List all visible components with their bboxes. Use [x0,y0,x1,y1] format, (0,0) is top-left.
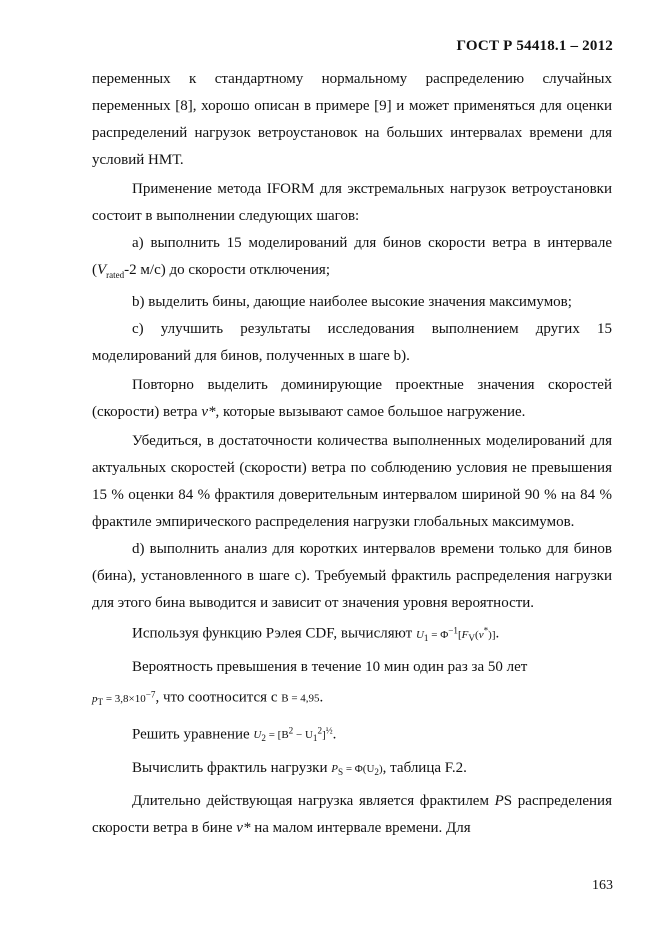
exceedance-mid: , что соотносится с [155,689,282,706]
page-number: 163 [592,878,613,893]
paragraph-solve: Решить уравнение $U_2 = [B^2 - U_1^2]^{\frac{1}{2}}$. [132,725,337,744]
step-a-suffix: -2 м/с) до скорости отключения; [124,262,330,278]
v-rated-symbol: V [97,262,107,278]
fractile-suffix: , таблица F.2. [382,759,467,776]
b-formula: B = 4,95 [281,692,320,705]
document-header: ГОСТ Р 54418.1 – 2012 [456,38,613,54]
v-rated-subscript: rated [106,270,125,280]
paragraph-step-d: d) выполнить анализ для коротких интервалов времени только для бинов (бина), установленного в шаге c). Требуемый фрактиль распределения нагрузки для этого бина выводится и зависит от значения уровня вероятности. [92,541,612,611]
solve-prefix: Решить уравнение [132,726,254,743]
paragraph-exceedance: Вероятность превышения в течение 10 мин один раз за 50 лет $p_T = 3,8\times 10^{-7}$, что соотносится с B = 4,95. [92,658,528,707]
rayleigh-suffix: . [495,625,500,642]
fractile-prefix: Вычислить фрактиль нагрузки [132,759,332,776]
exceedance-formula: $p_T = 3,8\times 10^{-7}$ [92,688,156,707]
paragraph-fractile [92,755,612,786]
solve-formula: $U_2 = [B^2 - U_1^2]^{\frac{1}{2}}$ [253,725,333,744]
paragraph-rayleigh [92,617,612,652]
repeat-var: v* [201,404,216,420]
paragraph-repeat [92,372,612,426]
paragraph-iform: Применение метода IFORM для экстремальных нагрузок ветроустановки состоит в выполнении следующих шагов: [92,181,612,224]
paragraph-step-a [92,230,612,289]
step-a-prefix: а) выполнить 15 моделирований для бинов скорости ветра в интервале ( [92,235,612,278]
repeat-suffix: , которые вызывают самое большое нагружение. [215,404,526,420]
document-body [92,66,612,842]
paragraph-intro: переменных к стандартному нормальному распределению случайных переменных [8], хорошо описан в примере [9] и может применяться для оценки распределений нагрузок ветроустановок на больших интервалах времени для условий НМТ. [92,71,612,168]
paragraph-step-c: c) улучшить результаты исследования выполнением других 15 моделирований для бинов, полученных в шаге b). [92,321,612,364]
paragraph-longterm: Длительно действующая нагрузка является фрактилем PS распределения скорости ветра в бине v* на малом интервале времени. Для [92,792,612,836]
longterm-prefix: Длительно действующая нагрузка является фрактилем [132,792,495,809]
paragraph-verify: Убедиться, в достаточности количества выполненных моделирований для актуальных скоростей (скорости) ветра по соблюдению условия не превышения 15 % оценки 84 % фрактиля доверительным интервалом шириной 90 % на 84 % фрактиле эмпирического распределения нагрузки глобальных максимумов. [92,433,612,530]
fractile-formula: $P_S = \Phi(U_2)$ [331,762,383,777]
rayleigh-prefix: Используя функцию Рэлея CDF, вычисляют [132,625,416,642]
repeat-prefix: Повторно выделить доминирующие проектные значения скоростей (скорости) ветра [92,377,612,420]
rayleigh-formula: $U_1 = \Phi^{-1}[F_V(v^*)]$ [415,625,496,643]
exceedance-text: Вероятность превышения в течение 10 мин один раз за 50 лет [132,658,528,675]
paragraph-step-b: b) выделить бины, дающие наиболее высокие значения максимумов; [132,294,572,310]
